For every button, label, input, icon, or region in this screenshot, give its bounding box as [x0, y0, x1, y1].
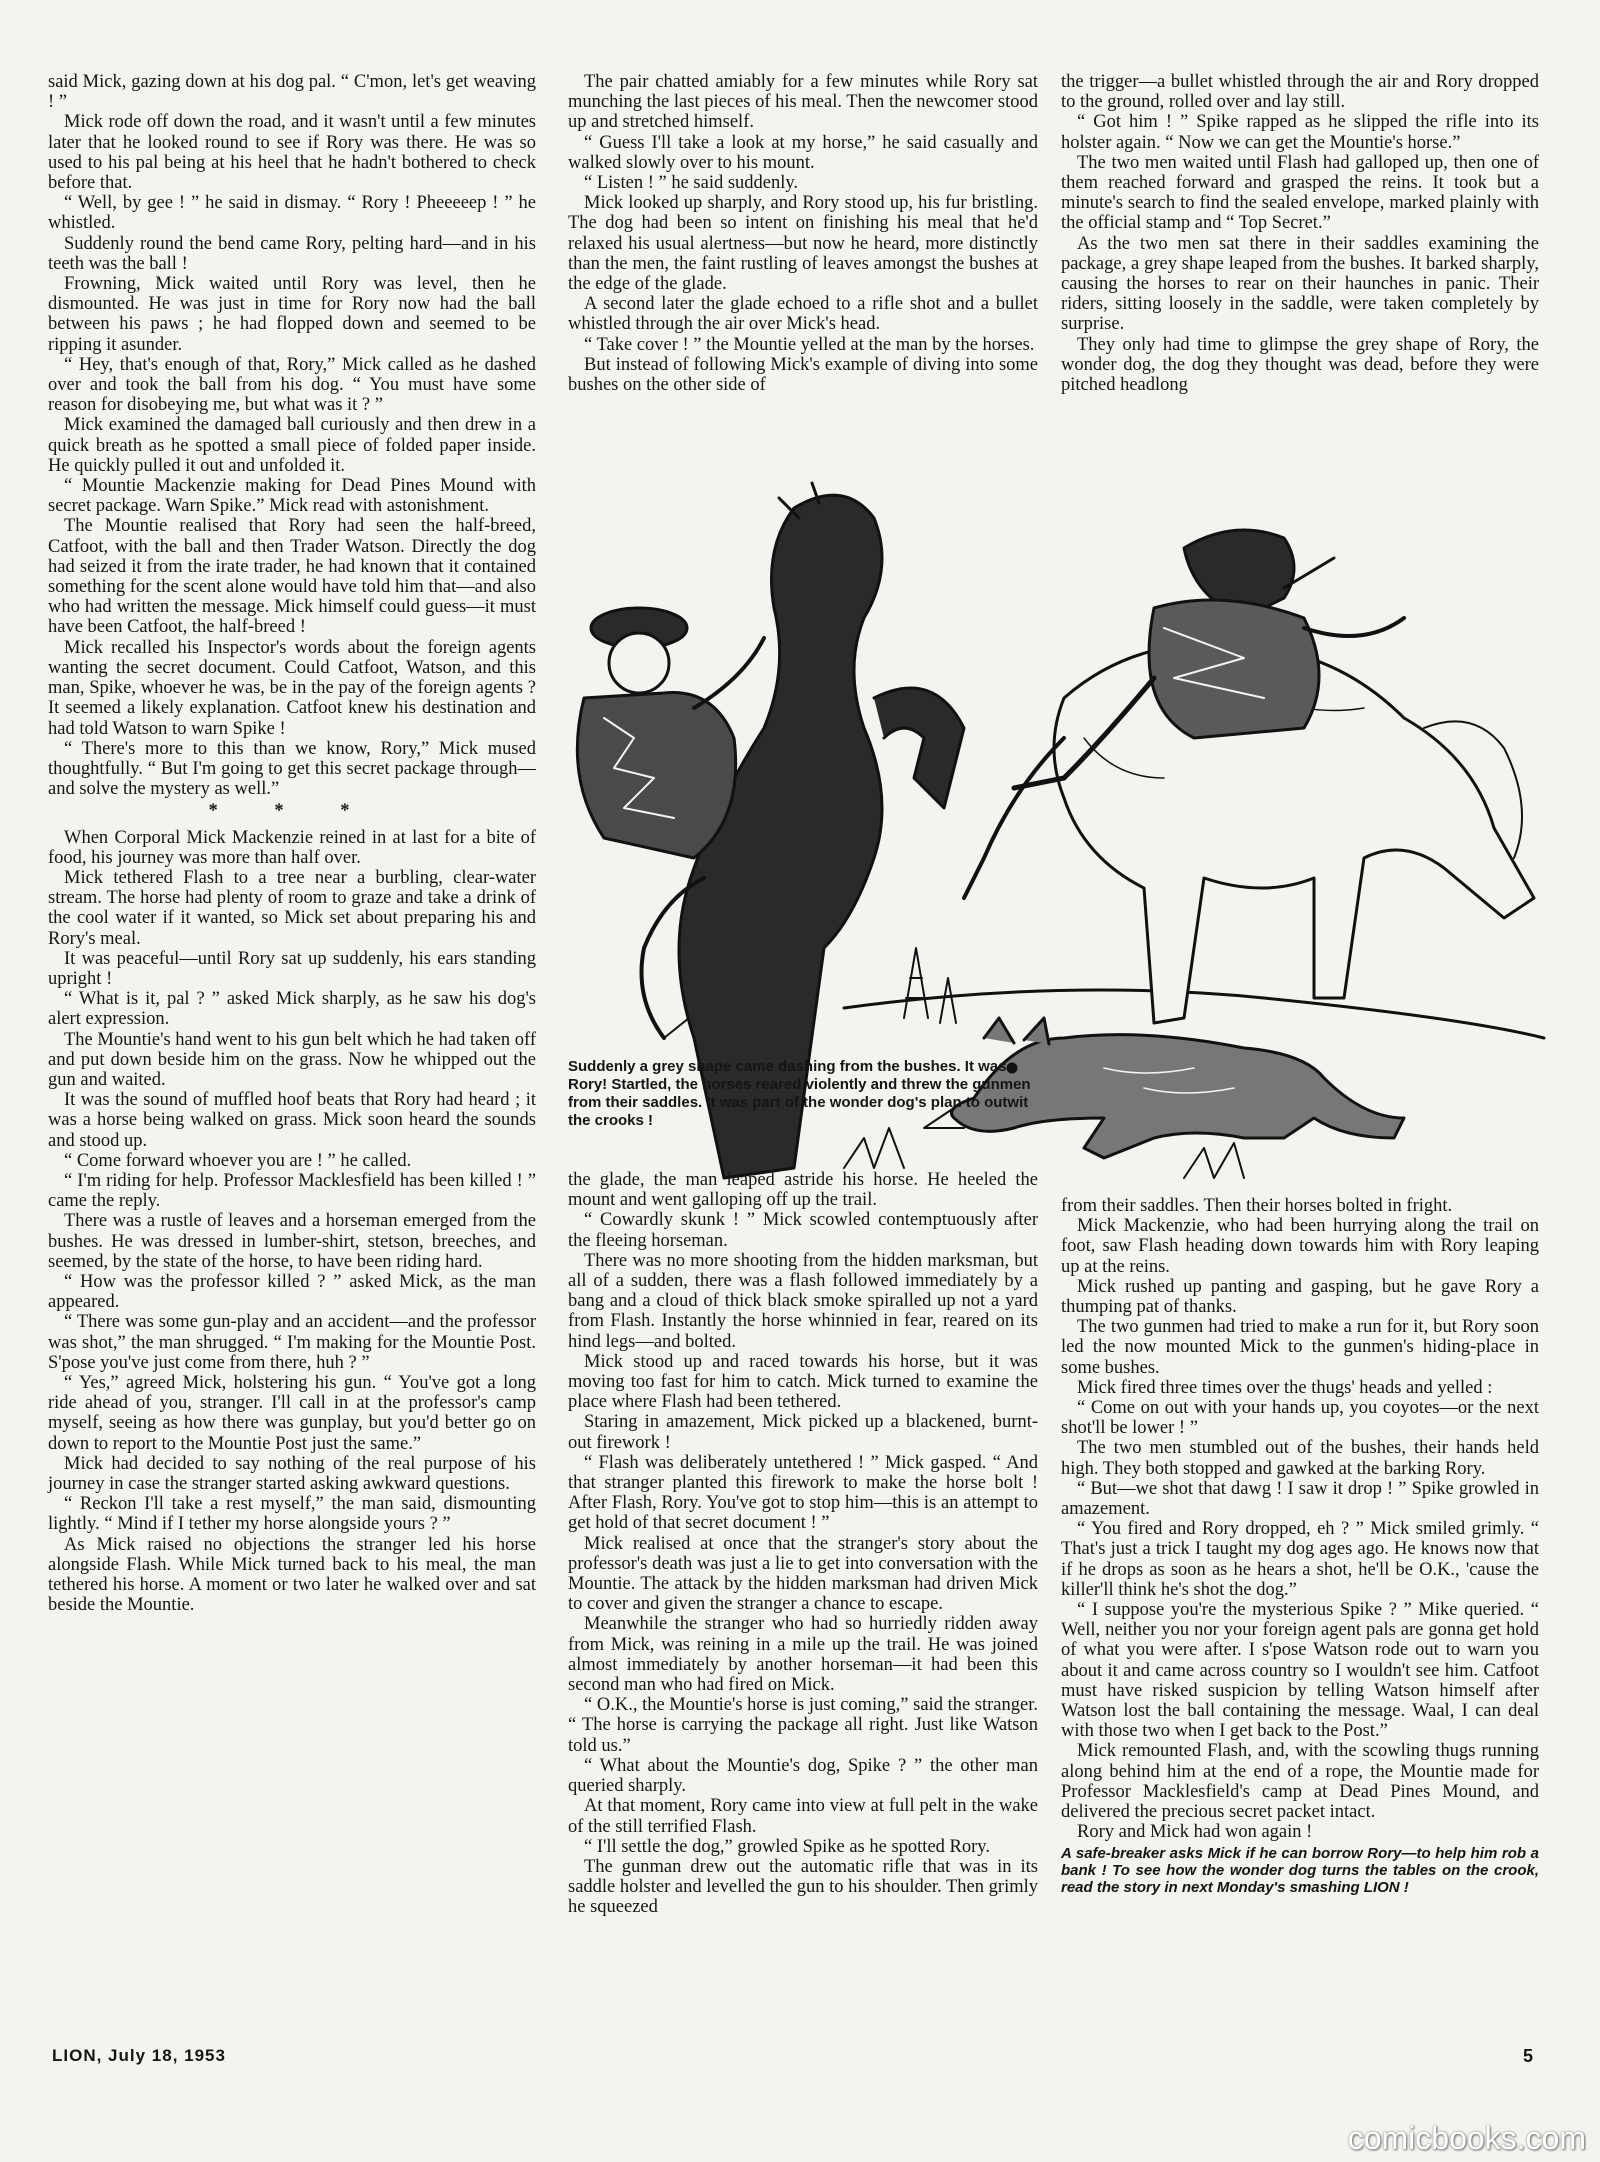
- next-week-teaser: A safe-breaker asks Mick if he can borrow Rory—to help him rob a bank ! To see how the wonder dog turns the tables on the crook, read the story in next Monday's smashing LION !: [1061, 1844, 1539, 1896]
- paragraph: Mick fired three times over the thugs' heads and yelled :: [1077, 1377, 1493, 1398]
- paragraph: “ What about the Mountie's dog, Spike ? ” the other man queried sharply.: [568, 1755, 1038, 1797]
- paragraph: “ Listen ! ” he said suddenly.: [584, 173, 799, 194]
- paragraph: “ Yes,” agreed Mick, holstering his gun. “ You've got a long ride ahead of you, stranger. I'll call in at the professor's camp myself, seeing as how there was gunplay, but you'd better go on down to report to the Mountie Post just the same.”: [48, 1373, 536, 1454]
- paragraph: The Mountie's hand went to his gun belt which he had taken off and put down beside him on the grass. Now he whipped out the gun and waited.: [48, 1029, 536, 1090]
- paragraph: Mick examined the damaged ball curiously and then drew in a quick breath as he spotted a small piece of folded paper inside. He quickly pulled it out and unfolded it.: [48, 415, 536, 476]
- paragraph: Mick looked up sharply, and Rory stood up, his fur bristling. The dog had been so intent on finishing his meal that he'd relaxed his usual alertness—but now he heard, more distinctly than the men, the faint rustling of leaves amongst the bushes at the edge of the glade.: [568, 193, 1038, 295]
- paragraph: The Mountie realised that Rory had seen the half-breed, Catfoot, with the ball and then Trader Watson. Directly the dog had seized it from the irate trader, he had known that it contained something for the scent alone would have told him that—and also who had written the message. Mick himself could guess—it must have been Catfoot, the half-breed !: [48, 516, 536, 638]
- paragraph: Mick rushed up panting and gasping, but he gave Rory a thumping pat of thanks.: [1061, 1276, 1539, 1318]
- ground-line: [844, 990, 1544, 1038]
- paragraph: Mick Mackenzie, who had been hurrying along the trail on foot, saw Flash heading down towards him with Rory leaping up at the reins.: [1061, 1216, 1539, 1277]
- paragraph: “ But—we shot that dawg ! I saw it drop ! ” Spike growled in amazement.: [1061, 1478, 1539, 1520]
- paragraph: from their saddles. Then their horses bolted in fright.: [1061, 1196, 1453, 1216]
- paragraph: Mick rode off down the road, and it wasn't until a few minutes later that he looked round to see if Rory was there. He was so used to his pal being at his heel that he hadn't bothered to check before that.: [48, 112, 536, 194]
- paragraph: the glade, the man leaped astride his horse. He heeled the mount and went galloping off up the trail.: [568, 1170, 1038, 1211]
- paragraph: When Corporal Mick Mackenzie reined in at last for a bite of food, his journey was more than half over.: [48, 827, 536, 868]
- issue-footer: LION, July 18, 1953: [52, 2046, 226, 2065]
- paragraph: At that moment, Rory came into view at full pelt in the wake of the still terrified Flash.: [568, 1796, 1038, 1837]
- paragraph: Frowning, Mick waited until Rory was level, then he dismounted. He was just in time for Rory now had the ball between his paws ; he had flopped down and seemed to be ripping it asunder.: [48, 274, 536, 355]
- paragraph: Mick recalled his Inspector's words about the foreign agents wanting the secret document. Could Catfoot, Watson, and this man, Spike, whoever he was, be in the pay of the foreign agents ? It seemed a likely explanation. Catfoot knew his destination and had told Watson to warn Spike !: [48, 637, 536, 739]
- paragraph: “ Hey, that's enough of that, Rory,” Mick called as he dashed over and took the ball from his dog. “ You must have some reason for disobeying me, but what was it ? ”: [48, 354, 536, 416]
- section-break: * * *: [208, 801, 376, 822]
- paragraph: The gunman drew out the automatic rifle that was in its saddle holster and levelled the gun to his shoulder. Then grimly he squeezed: [568, 1856, 1038, 1918]
- paragraph: “ I'll settle the dog,” growled Spike as he spotted Rory.: [584, 1836, 990, 1857]
- paragraph: Meanwhile the stranger who had so hurriedly ridden away from Mick, was reining in a mile up the trail. He was joined almost immediately by another horseman—it had been this second man who had fired on Mick.: [568, 1614, 1038, 1696]
- paragraph: “ Cowardly skunk ! ” Mick scowled contemptuously after the fleeing horseman.: [568, 1210, 1038, 1251]
- paragraph: But instead of following Mick's example of diving into some bushes on the other side of: [568, 354, 1038, 396]
- paragraph: “ What is it, pal ? ” asked Mick sharply, as he saw his dog's alert expression.: [48, 989, 536, 1030]
- paragraph: “ Reckon I'll take a rest myself,” the man said, dismounting lightly. “ Mind if I tether my horse alongside yours ? ”: [48, 1494, 536, 1535]
- paragraph: “ Well, by gee ! ” he said in dismay. “ Rory ! Pheeeeep ! ” he whistled.: [48, 193, 536, 234]
- paragraph: “ Got him ! ” Spike rapped as he slipped the rifle into its holster again. “ Now we can get the Mountie's horse.”: [1061, 112, 1539, 153]
- story-column-3-bottom: [1061, 1196, 1539, 1896]
- paragraph: “ I suppose you're the mysterious Spike ? ” Mike queried. “ Well, neither you nor your foreign agent pals are gonna get hold of what you were after. I s'pose Watson rode out to warn you about it and came across country so I wouldn't see him. Catfoot must have risked suspicion by telling Watson himself after Watson lost the ball containing the message. Waal, I can deal with those two when I get back to the Post.”: [1061, 1600, 1539, 1742]
- paragraph: “ There's more to this than we know, Rory,” Mick mused thoughtfully. “ But I'm going to get this secret package through—and solve the mystery as well.”: [48, 738, 536, 800]
- paragraph: “ Take cover ! ” the Mountie yelled at the man by the horses.: [584, 334, 1035, 355]
- pine-tree-icon: [904, 948, 928, 1018]
- paragraph: Suddenly round the bend came Rory, pelting hard—and in his teeth was the ball !: [48, 233, 536, 274]
- paragraph: The two men waited until Flash had galloped up, then one of them reached forward and grasped the reins. It took but a minute's search to find the sealed envelope, marked plainly with the official stamp and “ Top Secret.”: [1061, 152, 1539, 234]
- paragraph: The pair chatted amiably for a few minutes while Rory sat munching the last pieces of his meal. Then the newcomer stood up and stretched himself.: [568, 72, 1038, 133]
- paragraph: the trigger—a bullet whistled through the air and Rory dropped to the ground, rolled over and lay still.: [1061, 72, 1539, 113]
- paragraph: Mick remounted Flash, and, with the scowling thugs running along behind him at the end of a rope, the Mountie made for Professor Macklesfield's camp at Dead Pines Mound, and delivered the precious secret packet intact.: [1061, 1741, 1539, 1823]
- paragraph: “ Come forward whoever you are ! ” he called.: [64, 1150, 412, 1171]
- paragraph: It was peaceful—until Rory sat up suddenly, his ears standing upright !: [48, 948, 536, 989]
- paragraph: There was a rustle of leaves and a horseman emerged from the bushes. He was dressed in lumber-shirt, stetson, breeches, and seemed, by the state of the horse, to have been riding hard.: [48, 1211, 536, 1272]
- paragraph: The two gunmen had tried to make a run for it, but Rory soon led the now mounted Mick to the gunmen's hiding-place in some bushes.: [1061, 1317, 1539, 1378]
- paragraph: A second later the glade echoed to a rifle shot and a bullet whistled through the air over Mick's head.: [568, 294, 1038, 335]
- page-number: 5: [1523, 2046, 1535, 2066]
- paragraph: Staring in amazement, Mick picked up a blackened, burnt-out firework !: [568, 1412, 1038, 1453]
- paragraph: The two men stumbled out of the bushes, their hands held high. They both stopped and gawked at the barking Rory.: [1061, 1438, 1539, 1479]
- paragraph: “ Guess I'll take a look at my horse,” he said casually and walked slowly over to his mount.: [568, 132, 1038, 173]
- paragraph: It was the sound of muffled hoof beats that Rory had heard ; it was a horse being walked on grass. Mick soon heard the sounds and stood up.: [48, 1090, 536, 1151]
- paragraph: As Mick raised no objections the stranger led his horse alongside Flash. While Mick turned back to his meal, the man tethered his horse. A moment or two later he walked over and sat beside the Mountie.: [48, 1534, 536, 1616]
- paragraph: “ Mountie Mackenzie making for Dead Pines Mound with secret package. Warn Spike.” Mick read with astonishment.: [48, 476, 536, 517]
- story-column-2-top: [568, 72, 1038, 395]
- paragraph: There was no more shooting from the hidden marksman, but all of a sudden, there was a flash followed immediately by a bang and a cloud of thick black smoke spiralled up not a yard from Flash. Instantly the horse whinnied in fear, reared on its hind legs—and bolted.: [568, 1250, 1038, 1352]
- paragraph: Mick had decided to say nothing of the real purpose of his journey in case the stranger started asking awkward questions.: [48, 1453, 536, 1495]
- paragraph: Mick realised at once that the stranger's story about the professor's death was just a lie to get into conversation with the Mountie. The attack by the hidden marksman had driven Mick to cover and given the stranger a chance to escape.: [568, 1533, 1038, 1615]
- paragraph: “ Come on out with your hands up, you coyotes—or the next shot'll be lower ! ”: [1061, 1398, 1539, 1439]
- paragraph: Mick stood up and raced towards his horse, but it was moving too fast for him to catch. Mick turned to examine the place where Flash had been tethered.: [568, 1351, 1038, 1413]
- paragraph: As the two men sat there in their saddles examining the package, a grey shape leaped from the bushes. It barked sharply, causing the horses to rear on their haunches in panic. Their riders, sitting loosely in the saddle, were taken completely by surprise.: [1061, 233, 1539, 335]
- story-column-3-top: [1061, 72, 1539, 395]
- paragraph: “ Flash was deliberately untethered ! ” Mick gasped. “ And that stranger planted this firework to make the horse bolt ! After Flash, Rory. You've got to stop him—this is an attempt to get hold of that secret document ! ”: [568, 1452, 1038, 1534]
- paragraph: said Mick, gazing down at his dog pal. “ C'mon, let's get weaving ! ”: [48, 72, 536, 113]
- paragraph: Rory and Mick had won again !: [1077, 1822, 1313, 1843]
- illustration-caption: Suddenly a grey shape came dashing from the bushes. It was Rory! Startled, the horses reared violently and threw the gunmen from their saddles. It was part of the wonder dog's plan to outwit the crooks !: [568, 1058, 1031, 1129]
- paragraph: “ You fired and Rory dropped, eh ? ” Mick smiled grimly. “ That's just a trick I taught my dog ages ago. He knows now that if he drops as soon as he hears a shot, he'll be O.K., 'cause the killer'll think he's shot the dog.”: [1061, 1519, 1539, 1600]
- story-column-2-bottom: [568, 1170, 1038, 1918]
- watermark: comicbooks.com: [1347, 2120, 1586, 2156]
- story-column-1: [48, 72, 536, 1615]
- paragraph: They only had time to glimpse the grey shape of Rory, the wonder dog, the dog they thought was dead, before they were pitched headlong: [1061, 334, 1539, 396]
- paragraph: “ I'm riding for help. Professor Macklesfield has been killed ! ” came the reply.: [48, 1170, 536, 1212]
- paragraph: Mick tethered Flash to a tree near a burbling, clear-water stream. The horse had plenty of room to graze and take a drink of the cool water if it wanted, so Mick set about preparing his and Rory's meal.: [48, 867, 536, 949]
- paragraph: “ O.K., the Mountie's horse is just coming,” said the stranger. “ The horse is carrying the package all right. Just like Watson told us.”: [568, 1695, 1038, 1756]
- paragraph: “ There was some gun-play and an accident—and the professor was shot,” the man shrugged. “ I'm making for the Mountie Post. S'pose you've just come from there, huh ? ”: [48, 1312, 536, 1373]
- paragraph: “ How was the professor killed ? ” asked Mick, as the man appeared.: [48, 1271, 536, 1313]
